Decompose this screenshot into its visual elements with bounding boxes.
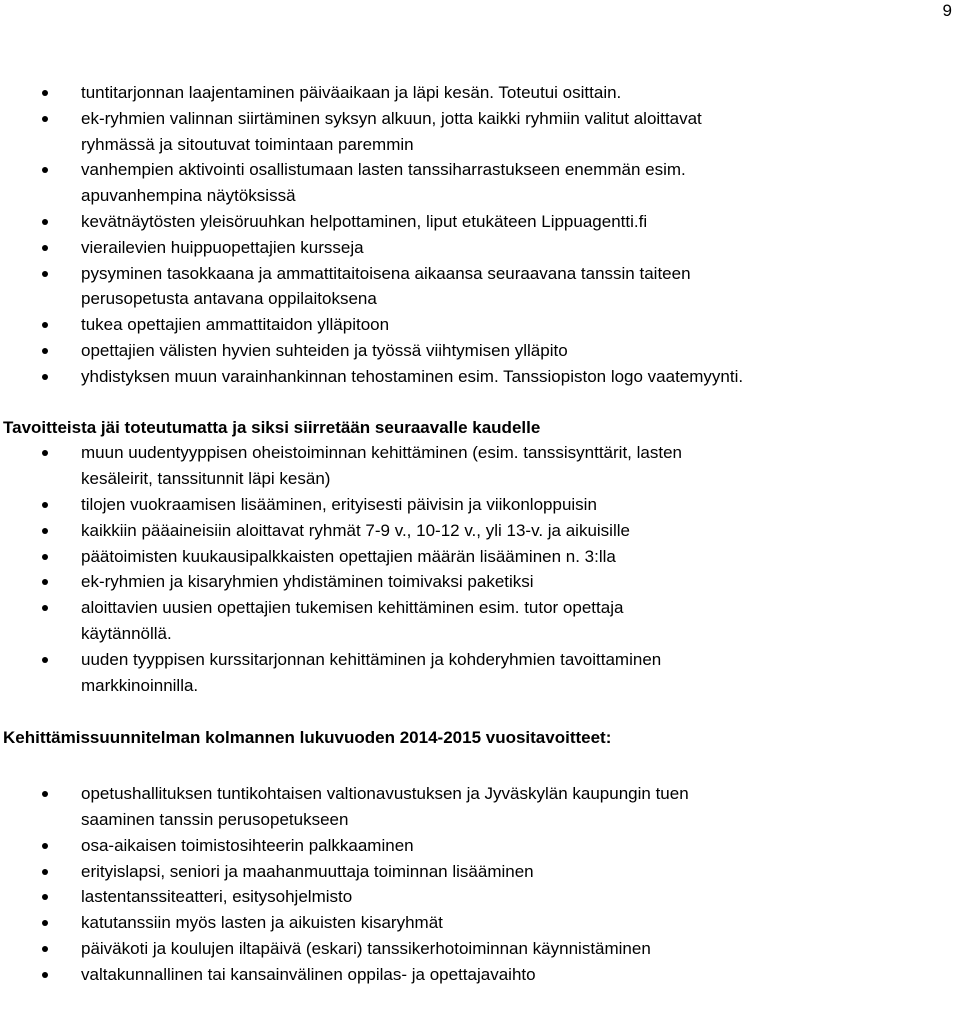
annual-goals-heading: Kehittämissuunnitelman kolmannen lukuvuoden 2014-2015 vuositavoitteet: (3, 728, 612, 748)
list-item-text: kaikkiin pääaineisiin aloittavat ryhmät 7-9 v., 10-12 v., yli 13-v. ja aikuisille (81, 520, 630, 540)
list-item-text: muun uudentyyppisen oheistoiminnan kehittäminen (esim. tanssisynttärit, lasten (81, 443, 682, 463)
list-item (0, 106, 958, 158)
list-item (0, 595, 958, 647)
list-item (0, 440, 958, 492)
list-item-text: ek-ryhmien valinnan siirtäminen syksyn alkuun, jotta kaikki ryhmiin valitut aloittavat (81, 108, 702, 128)
list-item (0, 884, 958, 910)
list-item (0, 544, 958, 570)
list-item-text: saaminen tanssin perusopetukseen (81, 809, 349, 829)
list-item (0, 833, 958, 859)
list-item-text: katutanssiin myös lasten ja aikuisten kisaryhmät (81, 913, 443, 933)
list-item-text: ek-ryhmien ja kisaryhmien yhdistäminen toimivaksi paketiksi (81, 572, 534, 592)
list-item (0, 859, 958, 885)
list-item-text: apuvanhempina näytöksissä (81, 186, 296, 206)
goals-list (0, 80, 958, 390)
list-item-text: opettajien välisten hyvien suhteiden ja työssä viihtymisen ylläpito (81, 340, 568, 360)
annual-goals-list (0, 781, 958, 987)
list-item (0, 80, 958, 106)
list-item-text: valtakunnallinen tai kansainvälinen oppilas- ja opettajavaihto (81, 964, 536, 984)
list-item (0, 261, 958, 313)
list-item-text: opetushallituksen tuntikohtaisen valtionavustuksen ja Jyväskylän kaupungin tuen (81, 784, 689, 804)
list-item-text: aloittavien uusien opettajien tukemisen kehittäminen esim. tutor opettaja (81, 598, 624, 618)
list-item (0, 518, 958, 544)
list-item (0, 569, 958, 595)
list-item-text: vanhempien aktivointi osallistumaan lasten tanssiharrastukseen enemmän esim. (81, 160, 686, 180)
list-item (0, 157, 958, 209)
list-item-text: vierailevien huippuopettajien kursseja (81, 237, 364, 257)
list-item-text: kesäleirit, tanssitunnit läpi kesän) (81, 469, 331, 489)
list-item-text: käytännöllä. (81, 623, 172, 643)
list-item-text: markkinoinnilla. (81, 675, 199, 695)
list-item-text: pysyminen tasokkaana ja ammattitaitoisena aikaansa seuraavana tanssin taiteen (81, 263, 691, 283)
list-item-text: tilojen vuokraamisen lisääminen, erityisesti päivisin ja viikonloppuisin (81, 494, 597, 514)
list-item (0, 781, 958, 833)
list-item-text: erityislapsi, seniori ja maahanmuuttaja toiminnan lisääminen (81, 861, 534, 881)
list-item (0, 338, 958, 364)
list-item-text: lastentanssiteatteri, esitysohjelmisto (81, 887, 353, 907)
list-item-text: yhdistyksen muun varainhankinnan tehostaminen esim. Tanssiopiston logo vaatemyynti. (81, 366, 744, 386)
list-item (0, 312, 958, 338)
list-item-text: tukea opettajien ammattitaidon ylläpitoon (81, 315, 390, 335)
list-item-text: ryhmässä ja sitoutuvat toimintaan paremmin (81, 134, 414, 154)
list-item (0, 364, 958, 390)
list-item (0, 936, 958, 962)
unrealized-goals-heading: Tavoitteista jäi toteutumatta ja siksi siirretään seuraavalle kaudelle (3, 417, 541, 437)
list-item-text: uuden tyyppisen kurssitarjonnan kehittäminen ja kohderyhmien tavoittaminen (81, 649, 662, 669)
list-item-text: päätoimisten kuukausipalkkaisten opettajien määrän lisääminen n. 3:lla (81, 546, 616, 566)
list-item (0, 492, 958, 518)
document-body (0, 80, 958, 988)
list-item (0, 962, 958, 988)
list-item-text: kevätnäytösten yleisöruuhkan helpottaminen, liput etukäteen Lippuagentti.fi (81, 211, 648, 231)
unrealized-goals-list (0, 440, 958, 698)
list-item-text: perusopetusta antavana oppilaitoksena (81, 289, 377, 309)
list-item (0, 910, 958, 936)
list-item-text: päiväkoti ja koulujen iltapäivä (eskari) tanssikerhotoiminnan käynnistäminen (81, 938, 651, 958)
list-item-text: tuntitarjonnan laajentaminen päiväaikaan ja läpi kesän. Toteutui osittain. (81, 83, 622, 102)
list-item (0, 209, 958, 235)
page-number: 9 (942, 1, 952, 20)
list-item-text: osa-aikaisen toimistosihteerin palkkaaminen (81, 835, 414, 855)
list-item (0, 235, 958, 261)
list-item (0, 647, 958, 699)
